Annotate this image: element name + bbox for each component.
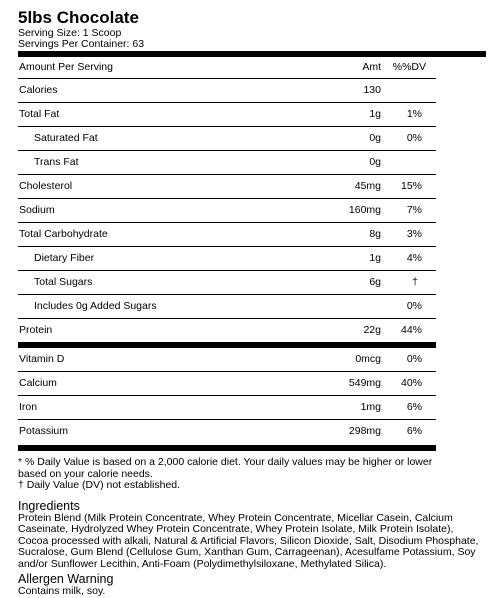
vitamin-row-calcium bbox=[18, 372, 436, 395]
nutrient-label: Sodium bbox=[19, 204, 55, 216]
dagger-symbol: † bbox=[412, 276, 418, 288]
nutrient-label: Total Sugars bbox=[34, 276, 93, 288]
servings-per-container: Servings Per Container: 63 bbox=[18, 38, 145, 50]
amount-per-serving-label: Amount Per Serving bbox=[19, 61, 113, 73]
vitamin-label: Potassium bbox=[19, 425, 69, 437]
nutrient-amount: 6g bbox=[369, 276, 381, 288]
table-header bbox=[18, 57, 436, 78]
vitamin-amount: 298mg bbox=[348, 425, 381, 437]
vitamin-amount: 0mcg bbox=[355, 353, 381, 365]
nutrient-dv: 4% bbox=[406, 252, 422, 264]
nutrient-amount: 22g bbox=[363, 324, 381, 336]
vitamin-row-potassium bbox=[18, 420, 436, 443]
nutrient-dv: 1% bbox=[406, 108, 422, 120]
vitamin-amount: 1mg bbox=[360, 401, 381, 413]
nutrient-amount: 160mg bbox=[348, 204, 381, 216]
dagger-footnote: † Daily Value (DV) not established. bbox=[18, 479, 181, 491]
nutrient-label: Includes 0g Added Sugars bbox=[34, 300, 157, 312]
dv-header: %%DV bbox=[392, 61, 426, 73]
daily-value-footnote: * % Daily Value is based on a 2,000 calorie diet. Your daily values may be higher or lower based on your calorie needs. bbox=[18, 456, 433, 480]
nutrient-dv: 7% bbox=[406, 204, 422, 216]
nutrient-label: Cholesterol bbox=[19, 180, 73, 192]
nutrient-row-added-sugars bbox=[18, 295, 436, 318]
vitamin-dv: 6% bbox=[406, 401, 422, 413]
vitamin-dv: 40% bbox=[400, 377, 422, 389]
nutrient-row-cholesterol bbox=[18, 175, 436, 198]
allergen-text: Contains milk, soy. bbox=[18, 585, 106, 597]
nutrient-label: Protein bbox=[19, 324, 53, 336]
nutrient-row-sodium bbox=[18, 199, 436, 222]
nutrient-label: Saturated Fat bbox=[34, 132, 98, 144]
nutrient-dv: 15% bbox=[400, 180, 422, 192]
nutrient-amount: 0g bbox=[369, 132, 381, 144]
vitamin-list bbox=[18, 348, 486, 443]
nutrient-dv: 44% bbox=[400, 324, 422, 336]
nutrient-dv: 0% bbox=[406, 300, 422, 312]
thick-divider bbox=[18, 445, 436, 451]
vitamin-dv: 6% bbox=[406, 425, 422, 437]
nutrient-label: Total Fat bbox=[19, 108, 60, 120]
nutrient-amount: 130 bbox=[363, 84, 381, 96]
vitamin-label: Vitamin D bbox=[19, 353, 65, 365]
nutrient-amount: 1g bbox=[369, 108, 381, 120]
nutrition-facts-panel bbox=[18, 8, 486, 598]
allergen-heading: Allergen Warning bbox=[18, 572, 114, 586]
vitamin-row-vitamin-d bbox=[18, 348, 436, 371]
nutrient-row-saturated-fat bbox=[18, 127, 436, 150]
nutrient-amount: 1g bbox=[369, 252, 381, 264]
nutrient-row-total-fat bbox=[18, 103, 436, 126]
nutrient-dv: 0% bbox=[406, 132, 422, 144]
serving-size: Serving Size: 1 Scoop bbox=[18, 27, 122, 39]
nutrient-amount: 8g bbox=[369, 228, 381, 240]
product-title: 5lbs Chocolate bbox=[18, 8, 139, 27]
nutrient-row-protein bbox=[18, 319, 436, 342]
amt-header: Amt bbox=[362, 61, 381, 73]
nutrient-row-total-sugars bbox=[18, 271, 436, 294]
nutrient-label: Calories bbox=[19, 84, 58, 96]
vitamin-label: Calcium bbox=[19, 377, 57, 389]
footnotes bbox=[18, 457, 448, 492]
nutrient-list bbox=[18, 79, 486, 342]
nutrient-dv: 3% bbox=[406, 228, 422, 240]
nutrient-row-trans-fat bbox=[18, 151, 436, 174]
vitamin-amount: 549mg bbox=[348, 377, 381, 389]
nutrient-row-dietary-fiber bbox=[18, 247, 436, 270]
vitamin-row-iron bbox=[18, 396, 436, 419]
vitamin-label: Iron bbox=[19, 401, 38, 413]
nutrient-label: Trans Fat bbox=[34, 156, 79, 168]
nutrient-row-calories bbox=[18, 79, 436, 102]
nutrient-amount: 0g bbox=[369, 156, 381, 168]
nutrient-amount: 45mg bbox=[354, 180, 381, 192]
ingredients-heading: Ingredients bbox=[18, 498, 80, 513]
nutrient-label: Total Carbohydrate bbox=[19, 228, 108, 240]
nutrient-row-total-carbohydrate bbox=[18, 223, 436, 246]
nutrient-label: Dietary Fiber bbox=[34, 252, 95, 264]
vitamin-dv: 0% bbox=[406, 353, 422, 365]
ingredients-text: Protein Blend (Milk Protein Concentrate, Whey Protein Concentrate, Micellar Casein, Calcium Caseinate, Hydrolyzed Whey Protein Concentrate, Whey Protein Isolate, Milk Protein Isolate), Cocoa processed with alkali, Natural & Artificial Flavors, Silicon Dioxide, Salt, Disodium Phosphate, Sucralose, Gum Blend (Cellulose Gum, Xanthan Gum, Carrageenan), Acesulfame Potassium, Soy and/or Sunflower Lecithin, Anti-Foam (Polydimethylsiloxane, Methylated Silica). bbox=[18, 511, 479, 570]
